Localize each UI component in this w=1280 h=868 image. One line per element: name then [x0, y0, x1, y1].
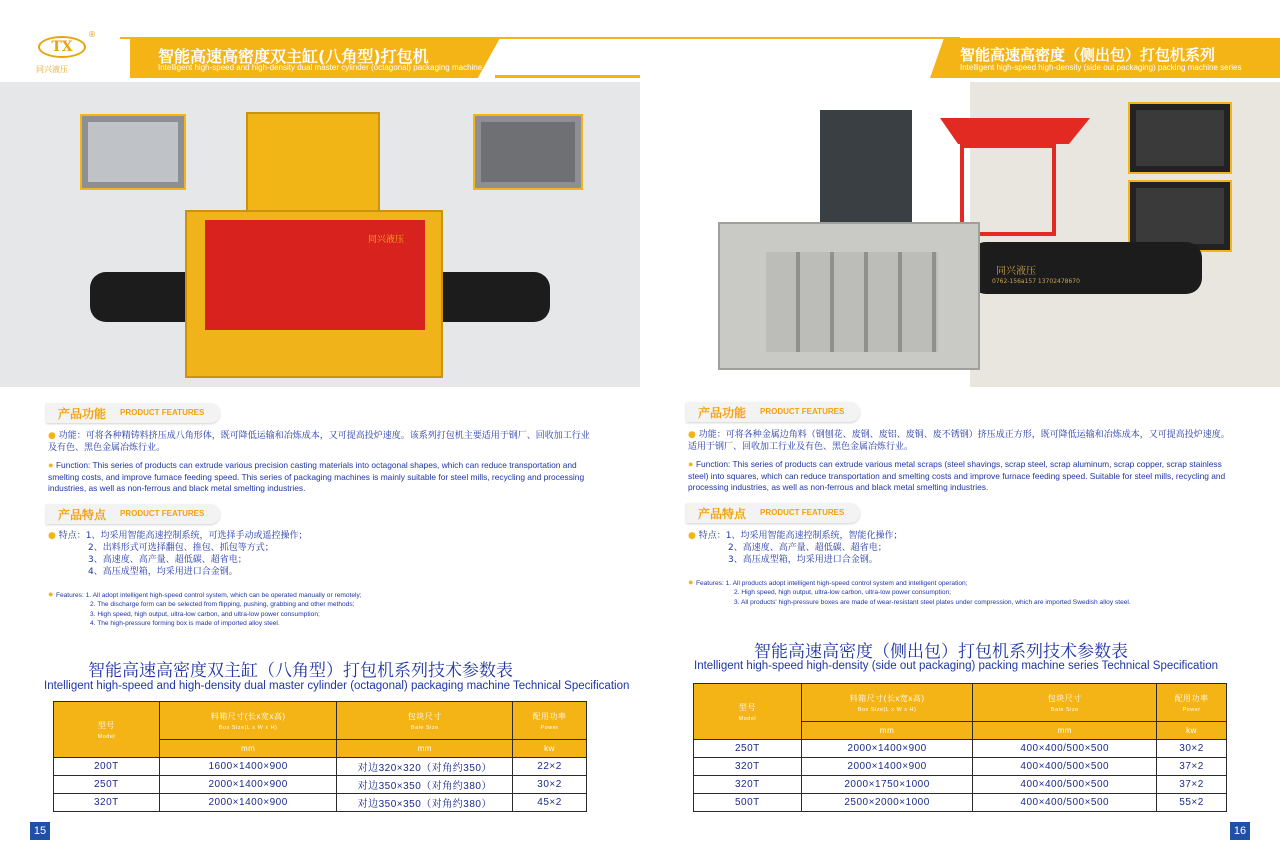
function-text-en: ● Function: This series of products can extrude various metal scraps (steel shavings, scrap steel, scrap aluminum, scrap copper, scrap stainless steel) into squares, which can reduce transportation and smelting costs and improve furnace feeding speed. Suitable for steel mills, recycling and processing industries, as well as non-ferrous and black metal smelting industries.: [688, 459, 1226, 492]
machine-label: 同兴液压: [996, 266, 1036, 277]
table-row: [54, 758, 587, 776]
table-row: [694, 740, 1227, 758]
table-cell: 320T: [694, 758, 802, 776]
table-cell: 2000×1400×900: [801, 740, 973, 758]
features-label-cn: 产品特点: [698, 507, 747, 521]
page-number: 16: [1230, 822, 1250, 840]
table-cell: 400×400/500×500: [973, 740, 1157, 758]
function-label-en: PRODUCT FEATURES: [120, 408, 205, 417]
table-cell: 对边350×350（对角约380）: [337, 794, 513, 812]
table-cell: 对边350×350（对角约380）: [337, 776, 513, 794]
table-cell: 55×2: [1157, 794, 1227, 812]
features-label-en: PRODUCT FEATURES: [760, 508, 845, 517]
page-title: 智能高速高密度双主缸(八角型)打包机: [158, 47, 429, 66]
table-unit: mm: [159, 740, 337, 758]
table-cell: 320T: [54, 794, 160, 812]
table-cell: 37×2: [1157, 758, 1227, 776]
table-title-en: Intelligent high-speed and high-density dual master cylinder (octagonal) packaging machine Technical Specification: [44, 680, 630, 692]
function-text-cn: ● 功能：可将各种精铸料挤压成八角形体，既可降低运输和冶炼成本，又可提高投炉速度。该系列打包机主要适用于钢厂、回收加工行业及有色、黑色金属冶炼行业。: [48, 431, 590, 453]
feed-hopper: [940, 118, 1090, 144]
bale-photo-right: [473, 114, 583, 190]
table-header-box-size: 料箱尺寸(长x宽x高) Box Size(L x W x H): [801, 684, 973, 722]
features-list-cn: [48, 530, 596, 578]
table-header-bale-size: 包块尺寸 Bale Size: [337, 702, 513, 740]
feature-line: 2. The discharge form can be selected from flipping, pushing, grabbing and other methods;: [90, 601, 355, 609]
page-title: 智能高速高密度（侧出包）打包机系列: [960, 46, 1216, 64]
table-unit: mm: [973, 722, 1157, 740]
table-cell: 30×2: [513, 776, 587, 794]
spec-table: [693, 683, 1227, 812]
feature-line: 3、高压成型箱，均采用进口合金钢。: [728, 555, 878, 565]
table-header-power: 配用功率 Power: [513, 702, 587, 740]
press-box-grid: [766, 252, 938, 352]
feature-line: 2、高速度、高产量、超低碳、超省电；: [728, 543, 887, 553]
features-label-cn: 产品特点: [58, 508, 107, 522]
table-cell: 45×2: [513, 794, 587, 812]
feature-line: 2. High speed, high output, ultra-low carbon, ultra-low power consumption;: [734, 589, 951, 597]
table-unit: mm: [337, 740, 513, 758]
features-label-en: PRODUCT FEATURES: [120, 509, 205, 518]
table-cell: 1600×1400×900: [159, 758, 337, 776]
machine-photo: [0, 82, 640, 387]
machine-photo: [640, 82, 1280, 387]
features-section-label: [686, 503, 860, 523]
table-row: [694, 776, 1227, 794]
table-cell: 22×2: [513, 758, 587, 776]
table-cell: 30×2: [1157, 740, 1227, 758]
table-header-model: 型号 Model: [54, 702, 160, 758]
function-label-cn: 产品功能: [698, 406, 747, 420]
features-section-label: [46, 504, 220, 524]
table-title-en: Intelligent high-speed high-density (side out packaging) packing machine series Technical Specification: [694, 660, 1218, 672]
scrap-photo-top: [1128, 102, 1232, 174]
feature-line: 4. The high-pressure forming box is made of imported alloy steel.: [90, 620, 280, 628]
function-text-en: ● Function: This series of products can extrude various precision casting materials into octagonal shapes, which can reduce transportation and smelting costs, and improve furnace feeding speed. This series of packaging machines is mainly suitable for steel mills, recycling and processing industries, as well as non-ferrous and black metal smelting industries.: [48, 460, 585, 493]
feature-line: ● Features: 1. All adopt intelligent high-speed control system, which can be operated manually or remotely;: [48, 589, 362, 599]
page-number: 15: [30, 822, 50, 840]
table-cell: 500T: [694, 794, 802, 812]
feature-line: ● 特点：1、均采用智能高速控制系统，可选择手动或遥控操作；: [48, 531, 308, 541]
table-cell: 对边320×320（对角约350）: [337, 758, 513, 776]
function-section-label: [46, 403, 220, 423]
logo-mark: TX: [38, 36, 86, 58]
table-cell: 400×400/500×500: [973, 794, 1157, 812]
registered-mark: ®: [88, 30, 96, 39]
table-row: [54, 776, 587, 794]
header-underline: [495, 75, 640, 78]
table-cell: 200T: [54, 758, 160, 776]
table-cell: 250T: [694, 740, 802, 758]
feature-line: 3. All products' high-pressure boxes are made of wear-resistant steel plates under compression, which are imported Swedish alloy steel.: [734, 598, 1131, 606]
page-subtitle: Intelligent high-speed high-density (side out packaging) packing machine series: [960, 63, 1242, 72]
feature-line: ● 特点：1、均采用智能高速控制系统，智能化操作；: [688, 531, 903, 541]
table-unit: kw: [1157, 722, 1227, 740]
logo-chinese-name: 同兴液压: [36, 65, 68, 74]
table-header-bale-size: 包块尺寸 Bale Size: [973, 684, 1157, 722]
table-cell: 400×400/500×500: [973, 776, 1157, 794]
table-cell: 320T: [694, 776, 802, 794]
page-subtitle: Intelligent high-speed and high-density dual master cylinder (octagonal) packaging machine: [158, 63, 483, 72]
table-header-power: 配用功率 Power: [1157, 684, 1227, 722]
table-cell: 2000×1400×900: [159, 794, 337, 812]
table-title-cn: 智能高速高密度（侧出包）打包机系列技术参数表: [754, 642, 1128, 662]
company-logo: [34, 30, 96, 80]
table-unit: mm: [801, 722, 973, 740]
table-unit: kw: [513, 740, 587, 758]
table-cell: 2000×1400×900: [801, 758, 973, 776]
table-header-model: 型号 Model: [694, 684, 802, 740]
table-row: [694, 794, 1227, 812]
header-rule: [640, 37, 960, 39]
table-row: [694, 758, 1227, 776]
function-text-cn: ● 功能：可将各种金属边角料（钢刨花、废钢、废铝、废铜、废不锈钢）挤压成正方形，既可降低运输和冶炼成本，又可提高投炉速度。适用于钢厂、回收加工行业及有色、黑色金属冶炼行业。: [688, 430, 1230, 452]
table-title-cn: 智能高速高密度双主缸（八角型）打包机系列技术参数表: [88, 661, 513, 681]
table-cell: 37×2: [1157, 776, 1227, 794]
table-cell: 2000×1400×900: [159, 776, 337, 794]
machine-hopper: [246, 112, 380, 212]
table-cell: 400×400/500×500: [973, 758, 1157, 776]
features-list-en: [688, 578, 1236, 607]
table-cell: 2000×1750×1000: [801, 776, 973, 794]
feature-line: ● Features: 1. All products adopt intelligent high-speed control system and intelligent operation;: [688, 577, 968, 587]
table-row: [54, 794, 587, 812]
right-page: [640, 0, 1280, 868]
feature-line: 3、高速度、高产量、超低碳、超省电；: [88, 555, 247, 565]
machine-label: 同兴液压: [368, 235, 405, 245]
spec-table: [53, 701, 587, 812]
feature-line: 2、出料形式可选择翻包、推包、抓包等方式；: [88, 543, 274, 553]
feature-line: 3. High speed, high output, ultra-low carbon, and ultra-low power consumption;: [90, 610, 320, 618]
feature-line: 4、高压成型箱，均采用进口合金钢。: [88, 567, 238, 577]
table-cell: 2500×2000×1000: [801, 794, 973, 812]
features-list-cn: [688, 530, 1236, 566]
machine-phone: 0762-156a157 13702478670: [992, 278, 1080, 285]
table-header-box-size: 料箱尺寸(长x宽x高) Box Size(L x W x H): [159, 702, 337, 740]
features-list-en: [48, 590, 596, 629]
bale-photo-left: [80, 114, 186, 190]
function-label-cn: 产品功能: [58, 407, 107, 421]
function-label-en: PRODUCT FEATURES: [760, 407, 845, 416]
table-cell: 250T: [54, 776, 160, 794]
function-section-label: [686, 402, 860, 422]
